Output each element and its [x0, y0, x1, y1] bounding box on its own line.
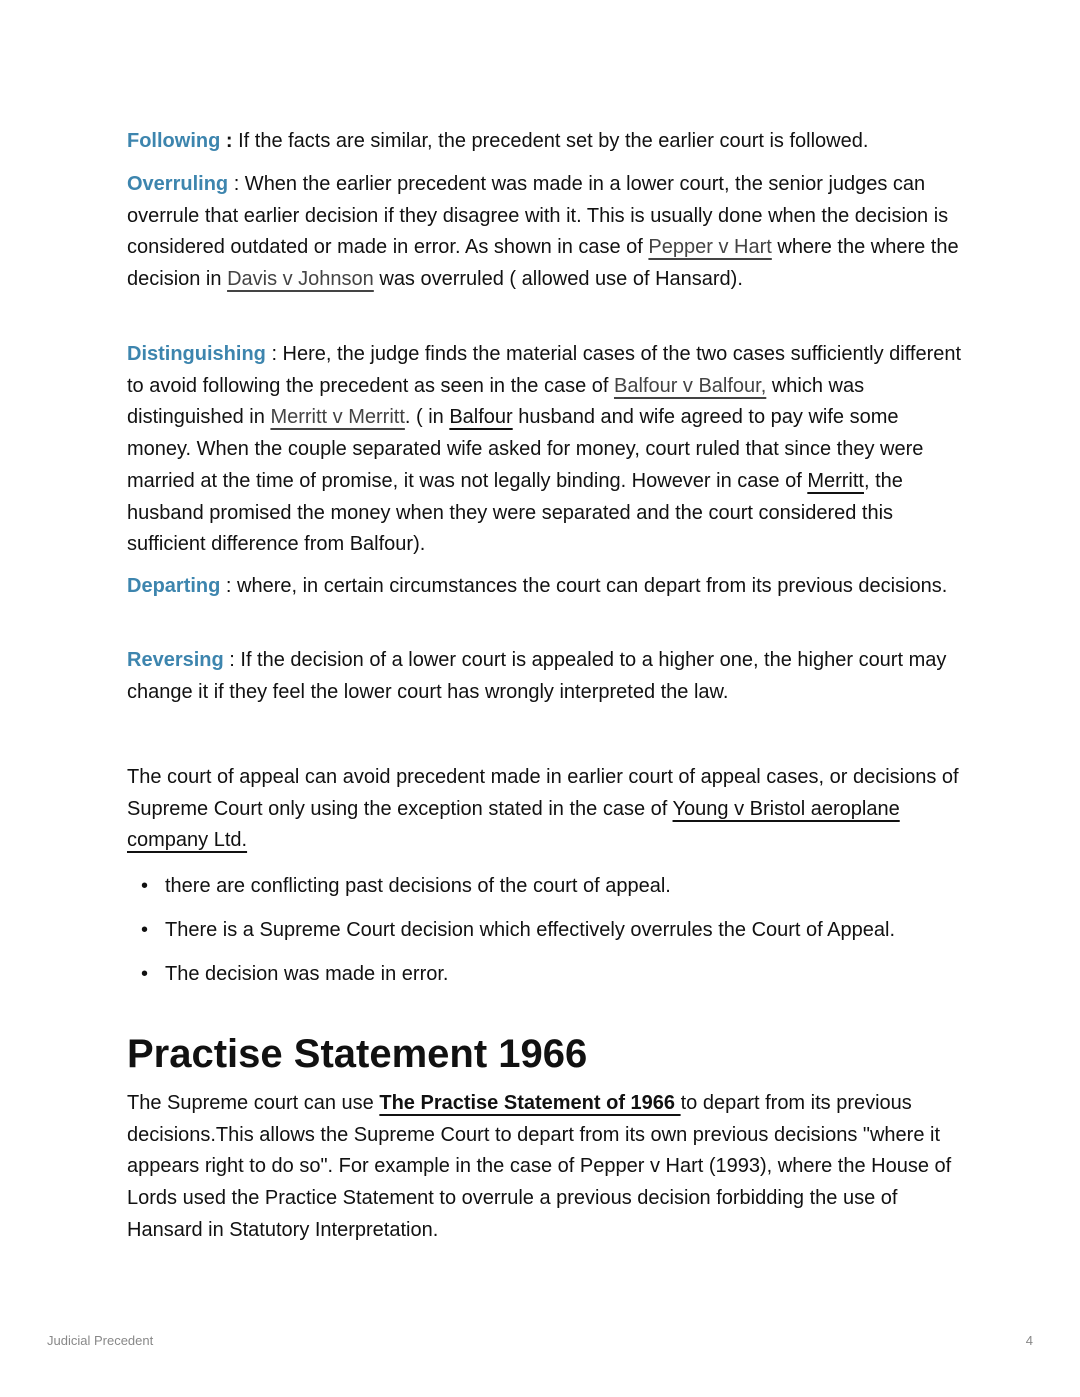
link-merritt[interactable]: Merritt	[807, 469, 864, 492]
paragraph-court-of-appeal	[127, 762, 962, 857]
link-merritt-v-merritt[interactable]: Merritt v Merritt	[270, 406, 405, 429]
paragraph-distinguishing	[127, 339, 962, 561]
text: : If the decision of a lower court is appealed to a higher one, the higher court may change it if they feel the lower court has wrongly interpreted the law.	[127, 649, 947, 703]
text: husband and wife agreed to pay wife some money. When the couple separated wife asked for money, court ruled that since they were married at the time of promise, it was not legally binding. However in case of	[127, 406, 924, 492]
link-balfour-v-balfour[interactable]: Balfour v Balfour,	[613, 374, 767, 397]
page-number: 4	[1025, 1333, 1033, 1348]
list-item-text: there are conflicting past decisions of the court of appeal.	[165, 875, 671, 897]
text: , the husband promised the money when they were separated and the court considered this sufficient difference from Balfour).	[127, 469, 903, 556]
term-distinguishing: Distinguishing	[127, 343, 266, 365]
list-item-text: There is a Supreme Court decision which effectively overrules the Court of Appeal.	[165, 919, 895, 941]
colon: :	[220, 130, 239, 152]
link-davis-v-johnson[interactable]: Davis v Johnson	[227, 268, 374, 291]
definition-text: If the facts are similar, the precedent set by the earlier court is followed.	[238, 130, 869, 152]
text: : where, in certain circumstances the court can depart from its previous decisions.	[220, 575, 948, 597]
link-young-v-bristol[interactable]: Young v Bristol aeroplane company Ltd.	[127, 797, 900, 852]
text: to depart from its previous decisions.This allows the Supreme Court to depart from its own previous decisions "where it appears right to do so". For example in the case of Pepper v Hart (1993), where the House of Lords used the Practice Statement to overrule a previous decision forbidding the use of Hansard in Statutory Interpretation.	[127, 1092, 952, 1241]
footer-title: Judicial Precedent	[47, 1333, 154, 1348]
paragraph-overruling	[127, 169, 962, 296]
section-heading: Practise Statement 1966	[127, 1032, 588, 1076]
list-item	[127, 958, 962, 1002]
text: where the where the decision in	[127, 236, 959, 291]
text: : When the earlier precedent was made in a lower court, the senior judges can overrule that earlier decision if they disagree with it. This is usually done when the decision is considered outdated or made in error. As shown in case of	[127, 173, 949, 259]
paragraph-practise-statement	[127, 1088, 962, 1247]
exceptions-list	[127, 870, 962, 1002]
bullet-icon: •	[141, 875, 149, 897]
list-item	[127, 914, 962, 958]
bullet-icon: •	[141, 919, 149, 941]
bullet-icon: •	[141, 963, 149, 985]
text: : Here, the judge finds the material cases of the two cases sufficiently different to avoid following the precedent as seen in the case of	[127, 343, 962, 397]
link-pepper-v-hart[interactable]: Pepper v Hart	[648, 236, 772, 259]
text: The Supreme court can use	[127, 1092, 380, 1114]
text: The court of appeal can avoid precedent made in earlier court of appeal cases, or decisions of Supreme Court only using the exception stated in the case of	[127, 766, 959, 820]
link-practise-statement[interactable]: The Practise Statement of 1966	[379, 1092, 681, 1114]
text: was overruled ( allowed use of Hansard).	[373, 268, 743, 291]
term-departing: Departing	[127, 575, 221, 597]
text: . ( in	[404, 406, 450, 429]
list-item	[127, 870, 962, 914]
paragraph-reversing	[127, 645, 962, 708]
paragraph-departing	[127, 571, 962, 603]
term-following: Following	[127, 130, 221, 152]
term-reversing: Reversing	[127, 649, 224, 671]
paragraph-following	[127, 126, 962, 158]
text: which was distinguished in	[127, 374, 865, 429]
term-overruling: Overruling	[127, 173, 229, 195]
link-balfour[interactable]: Balfour	[449, 406, 513, 429]
list-item-text: The decision was made in error.	[165, 963, 449, 985]
